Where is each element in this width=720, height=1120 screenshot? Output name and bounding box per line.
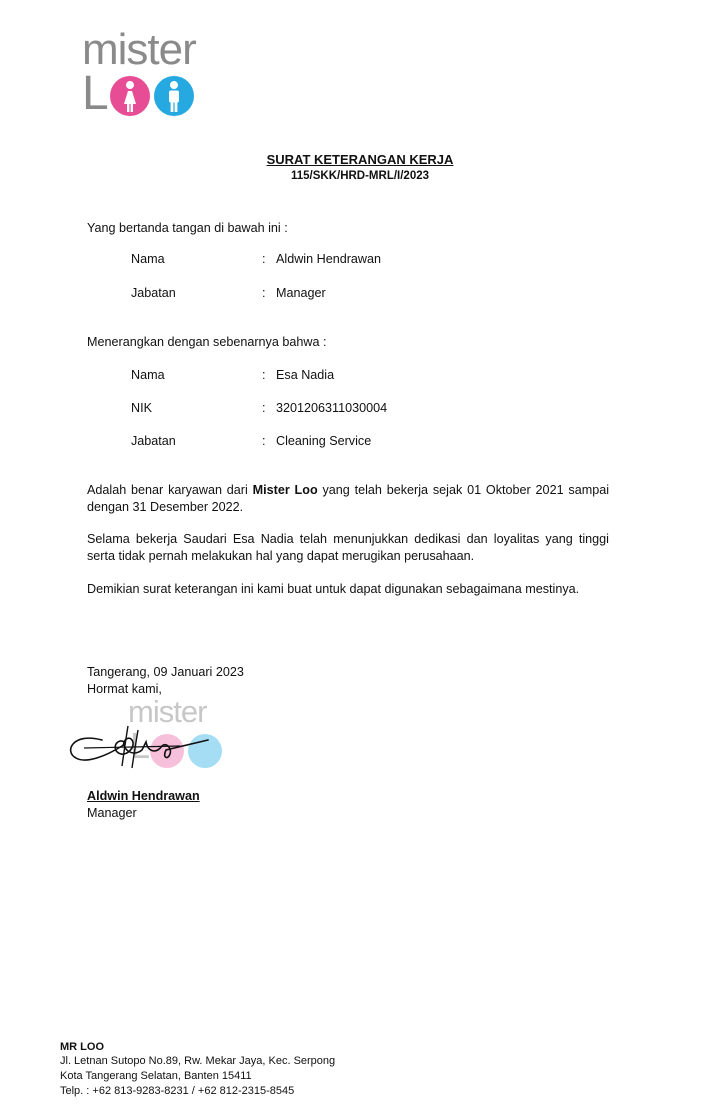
signer-role: Manager: [87, 806, 137, 820]
place-date: Tangerang, 09 Januari 2023: [87, 665, 244, 679]
stamp-word: mister: [128, 694, 207, 729]
handwritten-signature: [62, 712, 212, 774]
colon: :: [262, 434, 266, 448]
employee-name-label: Nama: [131, 368, 165, 382]
colon: :: [262, 368, 266, 382]
employee-intro: Menerangkan dengan sebenarnya bahwa :: [87, 335, 327, 349]
employment-text-end: yang telah bekerja sejak 01 Oktober 2021 sampai dengan 31 Desember 2022.: [87, 483, 609, 514]
employee-name-value: Esa Nadia: [276, 368, 335, 382]
stamp-letter-l: L: [130, 725, 151, 766]
employee-position-label: Jabatan: [131, 434, 176, 448]
signer-intro: Yang bertanda tangan di bawah ini :: [87, 221, 288, 235]
signer-position-value: Manager: [276, 286, 326, 300]
company-logo: [82, 26, 212, 118]
signer-name-label: Nama: [131, 252, 165, 266]
paragraph-closing: Demikian surat keterangan ini kami buat untuk dapat digunakan sebagaimana mestinya.: [87, 582, 580, 596]
logo-letter-l: L: [82, 67, 109, 120]
signer-name-value: Aldwin Hendrawan: [276, 252, 382, 266]
colon: :: [262, 286, 266, 300]
woman-icon: [110, 76, 150, 116]
footer-address-line1: Jl. Letnan Sutopo No.89, Rw. Mekar Jaya, Kec. Serpong: [60, 1055, 336, 1067]
paragraph-dedication: Selama bekerja Saudari Esa Nadia telah menunjukkan dedikasi dan loyalitas yang tinggi serta tidak pernah melakukan hal yang dapat merugikan perusahaan.: [87, 532, 609, 563]
colon: :: [262, 401, 266, 415]
employee-nik-value: 3201206311030004: [276, 401, 388, 415]
man-icon: [154, 76, 194, 116]
footer-address-line2: Kota Tangerang Selatan, Banten 15411: [60, 1070, 252, 1082]
company-name: Mister Loo: [252, 483, 318, 497]
paragraph-employment: [87, 482, 609, 516]
employee-nik-label: NIK: [131, 401, 152, 415]
employment-text-start: Adalah benar karyawan dari: [87, 483, 253, 497]
signer-name: Aldwin Hendrawan: [87, 789, 200, 803]
document-number: 115/SKK/HRD-MRL/I/2023: [290, 170, 430, 182]
footer-company: MR LOO: [60, 1041, 104, 1053]
employee-position-value: Cleaning Service: [276, 434, 372, 448]
salutation: Hormat kami,: [87, 682, 162, 696]
logo-word: mister: [82, 25, 196, 74]
signer-position-label: Jabatan: [131, 286, 176, 300]
footer-phone: Telp. : +62 813-9283-8231 / +62 812-2315-8545: [60, 1085, 295, 1097]
colon: :: [262, 252, 266, 266]
document-title: SURAT KETERANGAN KERJA: [266, 152, 454, 167]
